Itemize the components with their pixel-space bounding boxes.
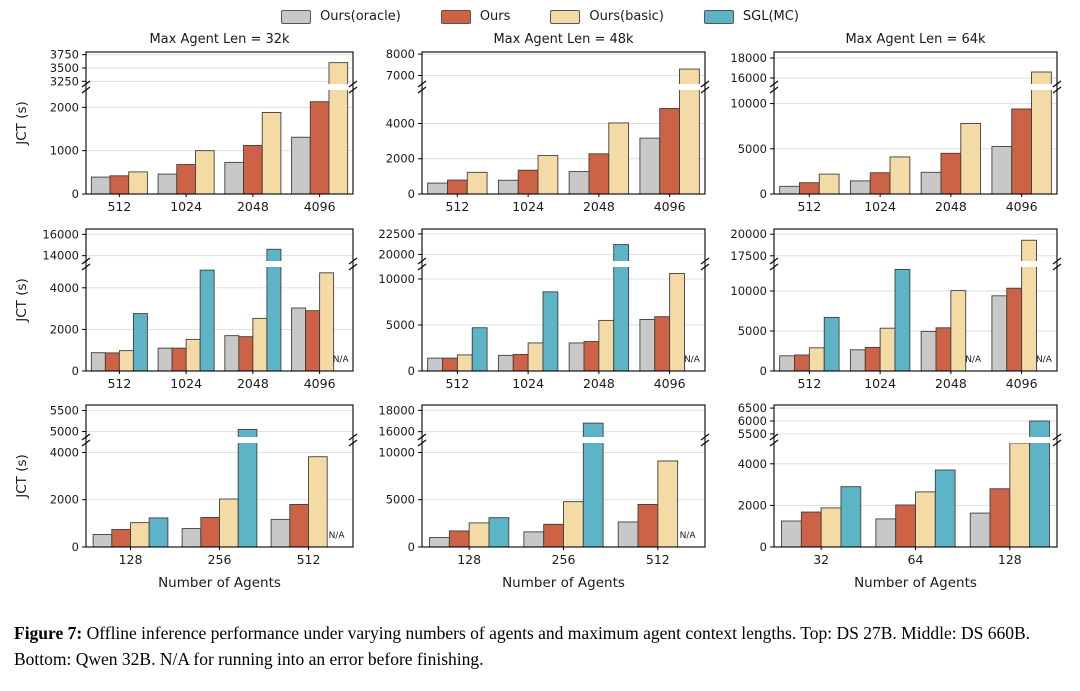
bar — [467, 172, 487, 194]
chart-64k-ds660b — [714, 222, 1066, 394]
y-tick-label: 17500 — [730, 248, 767, 263]
bar — [936, 328, 951, 371]
bar — [564, 502, 584, 547]
y-tick-label: 18000 — [730, 51, 767, 65]
x-tick-label: 1024 — [864, 199, 897, 214]
x-tick-label: 256 — [207, 552, 232, 567]
y-tick-label: 4000 — [737, 456, 767, 471]
bar — [195, 151, 214, 194]
y-axis-label: JCT (s) — [14, 454, 30, 498]
chart-cell-r2c1 — [10, 222, 362, 398]
y-tick-label: 0 — [71, 540, 79, 554]
na-label: N/A — [328, 531, 345, 541]
bar — [870, 173, 890, 194]
x-tick-label: 512 — [107, 199, 132, 214]
bar — [890, 157, 910, 194]
x-tick-label: 2048 — [236, 376, 269, 391]
bar — [329, 63, 348, 194]
bar — [262, 113, 281, 194]
y-axis-label: JCT (s) — [14, 101, 30, 145]
bar — [528, 343, 543, 371]
chart-32k-ds27b — [10, 26, 362, 218]
bar — [941, 153, 961, 194]
bar — [131, 523, 150, 547]
figure-caption — [14, 620, 1064, 673]
chart-48k-ds27b — [362, 26, 714, 218]
x-tick-label: 2048 — [582, 199, 615, 214]
x-tick-label: 4096 — [303, 376, 336, 391]
bar — [133, 314, 147, 371]
y-tick-label: 8000 — [385, 47, 415, 62]
y-tick-label: 7000 — [385, 68, 415, 83]
bar — [498, 355, 513, 371]
bar — [489, 518, 509, 547]
bar — [599, 320, 614, 371]
x-tick-label: 512 — [797, 376, 822, 391]
x-tick-label: 4096 — [303, 199, 336, 214]
chart-cell-r1c3 — [714, 26, 1066, 222]
bar — [292, 137, 311, 194]
bar — [970, 513, 990, 547]
bar — [782, 521, 802, 547]
bar — [447, 180, 467, 194]
y-tick-label: 3500 — [49, 61, 79, 75]
y-tick-label: 5500 — [49, 403, 79, 418]
bar — [951, 291, 966, 371]
chart-32k-qwen32b — [10, 398, 362, 600]
bar — [538, 156, 558, 194]
bar — [182, 529, 201, 547]
bar — [253, 318, 267, 371]
x-tick-label: 512 — [445, 199, 470, 214]
y-tick-label: 0 — [71, 364, 79, 378]
bar — [112, 530, 131, 547]
y-tick-label: 20000 — [730, 227, 767, 242]
y-tick-label: 3750 — [49, 47, 79, 62]
bar — [921, 172, 941, 194]
x-tick-label: 4096 — [653, 376, 686, 391]
legend-label-sglmc: SGL(MC) — [742, 9, 799, 24]
bar — [896, 505, 916, 547]
bar — [992, 296, 1007, 371]
bar — [220, 499, 239, 547]
bar — [320, 273, 334, 371]
bar — [524, 532, 544, 547]
bar — [876, 519, 896, 547]
y-tick-label: 6000 — [737, 414, 767, 428]
bar — [569, 172, 589, 194]
y-tick-label: 2000 — [49, 322, 79, 337]
x-tick-label: 4096 — [1005, 376, 1038, 391]
y-tick-label: 3250 — [49, 74, 79, 89]
x-tick-label: 256 — [551, 552, 576, 567]
y-tick-label: 5000 — [49, 424, 79, 439]
bar — [306, 311, 320, 371]
chart-cell-r1c1 — [10, 26, 362, 222]
na-label: N/A — [965, 355, 982, 365]
y-tick-label: 20000 — [378, 247, 415, 262]
y-tick-label: 5500 — [737, 426, 767, 441]
bar — [850, 181, 870, 194]
x-tick-label: 1024 — [170, 376, 203, 391]
legend-swatch-sglmc — [704, 10, 734, 24]
chart-cell-r3c3 — [714, 398, 1066, 604]
x-tick-label: 32 — [813, 552, 830, 567]
x-tick-label: 1024 — [512, 199, 545, 214]
bar — [428, 183, 448, 194]
chart-grid — [10, 26, 1080, 604]
bar — [129, 172, 148, 194]
na-label: N/A — [683, 355, 700, 365]
bar — [865, 347, 880, 371]
bar — [992, 147, 1012, 194]
bar — [239, 337, 253, 371]
y-tick-label: 2000 — [49, 492, 79, 507]
bar — [990, 489, 1010, 547]
bar — [961, 123, 981, 194]
x-tick-label: 512 — [107, 376, 132, 391]
bar — [1007, 288, 1022, 371]
y-tick-label: 16000 — [730, 71, 767, 85]
bar — [110, 176, 129, 194]
bar — [119, 351, 133, 371]
bar — [935, 470, 955, 547]
y-tick-label: 4000 — [49, 445, 79, 460]
bar — [428, 358, 443, 371]
chart-48k-ds660b — [362, 222, 714, 394]
bar — [1010, 443, 1030, 547]
na-label: N/A — [332, 355, 349, 365]
x-tick-label: 64 — [907, 552, 924, 567]
bar — [795, 355, 810, 371]
y-tick-label: 5000 — [737, 324, 767, 338]
chart-cell-r3c2 — [362, 398, 714, 604]
bar — [149, 518, 168, 547]
bar — [225, 162, 244, 194]
na-label: N/A — [679, 531, 696, 541]
x-tick-label: 128 — [457, 552, 482, 567]
bar — [640, 319, 655, 371]
bar — [544, 524, 564, 547]
figure-caption-label: Figure 7: — [14, 623, 83, 643]
bar — [158, 174, 177, 194]
y-tick-label: 0 — [407, 187, 415, 201]
chart-48k-qwen32b — [362, 398, 714, 600]
y-tick-label: 1000 — [49, 143, 79, 158]
bar — [267, 249, 281, 371]
bar — [916, 492, 936, 547]
y-tick-label: 4000 — [49, 280, 79, 295]
y-tick-label: 10000 — [378, 271, 415, 286]
y-tick-label: 4000 — [385, 116, 415, 131]
legend-label-oursoracle: Ours(oracle) — [320, 9, 401, 24]
legend-item-oursoracle — [281, 9, 401, 24]
bar — [201, 517, 220, 547]
x-tick-label: 2048 — [236, 199, 269, 214]
y-tick-label: 10000 — [730, 96, 767, 111]
y-tick-label: 16000 — [42, 227, 79, 242]
bar — [1032, 72, 1052, 194]
x-tick-label: 512 — [645, 552, 670, 567]
chart-title: Max Agent Len = 64k — [845, 32, 986, 47]
y-tick-label: 2000 — [49, 100, 79, 115]
bar — [177, 165, 196, 194]
y-tick-label: 0 — [71, 187, 79, 201]
bar — [518, 170, 538, 194]
legend-swatch-ours — [441, 10, 471, 24]
bar — [271, 519, 290, 547]
bar — [91, 177, 110, 194]
legend-swatch-oursbasic — [550, 10, 580, 24]
bar — [449, 531, 469, 547]
bar — [780, 186, 800, 194]
y-tick-label: 22500 — [378, 226, 415, 241]
x-tick-label: 2048 — [934, 376, 967, 391]
bar — [880, 328, 895, 371]
x-tick-label: 2048 — [934, 199, 967, 214]
x-tick-label: 128 — [118, 552, 143, 567]
y-tick-label: 5000 — [385, 317, 415, 332]
bar — [238, 429, 257, 547]
bar — [513, 354, 528, 371]
bar — [638, 504, 658, 547]
chart-title: Max Agent Len = 48k — [493, 32, 634, 47]
x-tick-label: 1024 — [864, 376, 897, 391]
legend-item-sglmc — [704, 9, 799, 24]
chart-cell-r2c2 — [362, 222, 714, 398]
y-tick-label: 16000 — [378, 424, 415, 439]
x-tick-label: 512 — [296, 552, 321, 567]
bar — [430, 538, 450, 547]
bar — [809, 348, 824, 371]
bar — [225, 336, 239, 371]
x-tick-label: 512 — [797, 199, 822, 214]
bar — [292, 308, 306, 371]
bar — [172, 348, 186, 371]
bar — [850, 350, 865, 371]
bar — [469, 523, 489, 547]
chart-cell-r3c1 — [10, 398, 362, 604]
x-tick-label: 4096 — [653, 199, 686, 214]
bar — [290, 504, 309, 547]
bar — [93, 534, 112, 547]
y-tick-label: 10000 — [730, 284, 767, 298]
y-tick-label: 5000 — [737, 141, 767, 156]
y-tick-label: 18000 — [378, 403, 415, 418]
bar — [841, 487, 861, 547]
bar — [158, 348, 172, 371]
bar — [921, 331, 936, 371]
bar — [658, 461, 678, 547]
x-tick-label: 1024 — [170, 199, 203, 214]
bar — [821, 508, 841, 547]
legend-label-oursbasic: Ours(basic) — [589, 9, 664, 24]
bar — [498, 180, 518, 194]
bar — [309, 457, 328, 547]
bar — [105, 353, 119, 371]
x-axis-label: Number of Agents — [502, 575, 625, 591]
x-axis-label: Number of Agents — [158, 575, 281, 591]
bar — [1012, 109, 1032, 194]
x-axis-label: Number of Agents — [854, 575, 977, 591]
bar — [589, 154, 609, 194]
bar — [244, 145, 263, 194]
bar — [799, 183, 819, 194]
y-tick-label: 0 — [759, 540, 767, 554]
bar — [310, 102, 329, 194]
chart-title: Max Agent Len = 32k — [149, 32, 290, 47]
bar — [895, 269, 910, 371]
y-tick-label: 0 — [407, 540, 415, 554]
bar — [655, 317, 670, 371]
legend-item-ours — [441, 9, 511, 24]
figure-caption-text: Offline inference performance under varying numbers of agents and maximum agent context lengths. Top: DS 27B. Middle: DS 660B. Bottom: Qwen 32B. N/A for running into an error before finishing. — [14, 623, 1030, 670]
x-tick-label: 2048 — [582, 376, 615, 391]
chart-cell-r2c3 — [714, 222, 1066, 398]
x-tick-label: 1024 — [512, 376, 545, 391]
y-tick-label: 0 — [759, 187, 767, 201]
bar — [457, 355, 472, 371]
figure-legend — [0, 0, 1080, 26]
bar — [670, 273, 685, 371]
bar — [609, 123, 629, 194]
y-tick-label: 10000 — [378, 445, 415, 460]
bar — [824, 317, 839, 371]
y-tick-label: 6500 — [737, 401, 767, 416]
bar — [472, 328, 487, 371]
chart-64k-ds27b — [714, 26, 1066, 218]
y-tick-label: 0 — [407, 364, 415, 378]
bar — [543, 292, 558, 371]
y-tick-label: 2000 — [385, 151, 415, 166]
y-tick-label: 2000 — [737, 498, 767, 513]
legend-item-oursbasic — [550, 9, 663, 24]
na-label: N/A — [1035, 355, 1052, 365]
bar — [660, 109, 680, 194]
bar — [91, 353, 105, 371]
bar — [1022, 240, 1037, 371]
y-tick-label: 14000 — [42, 248, 79, 263]
bar — [584, 342, 599, 371]
x-tick-label: 512 — [445, 376, 470, 391]
bar — [186, 339, 200, 371]
x-tick-label: 128 — [997, 552, 1022, 567]
bar — [618, 522, 638, 547]
chart-64k-qwen32b — [714, 398, 1066, 600]
bar — [819, 174, 839, 194]
y-tick-label: 5000 — [385, 492, 415, 507]
bar — [569, 343, 584, 371]
bar — [640, 138, 660, 194]
bar — [801, 512, 821, 547]
legend-swatch-oursoracle — [281, 10, 311, 24]
x-tick-label: 4096 — [1005, 199, 1038, 214]
y-axis-label: JCT (s) — [14, 278, 30, 322]
bar — [200, 270, 214, 371]
y-tick-label: 0 — [759, 364, 767, 378]
chart-32k-ds660b — [10, 222, 362, 394]
legend-label-ours: Ours — [479, 9, 511, 24]
bar — [780, 356, 795, 371]
chart-cell-r1c2 — [362, 26, 714, 222]
bar — [443, 358, 458, 371]
